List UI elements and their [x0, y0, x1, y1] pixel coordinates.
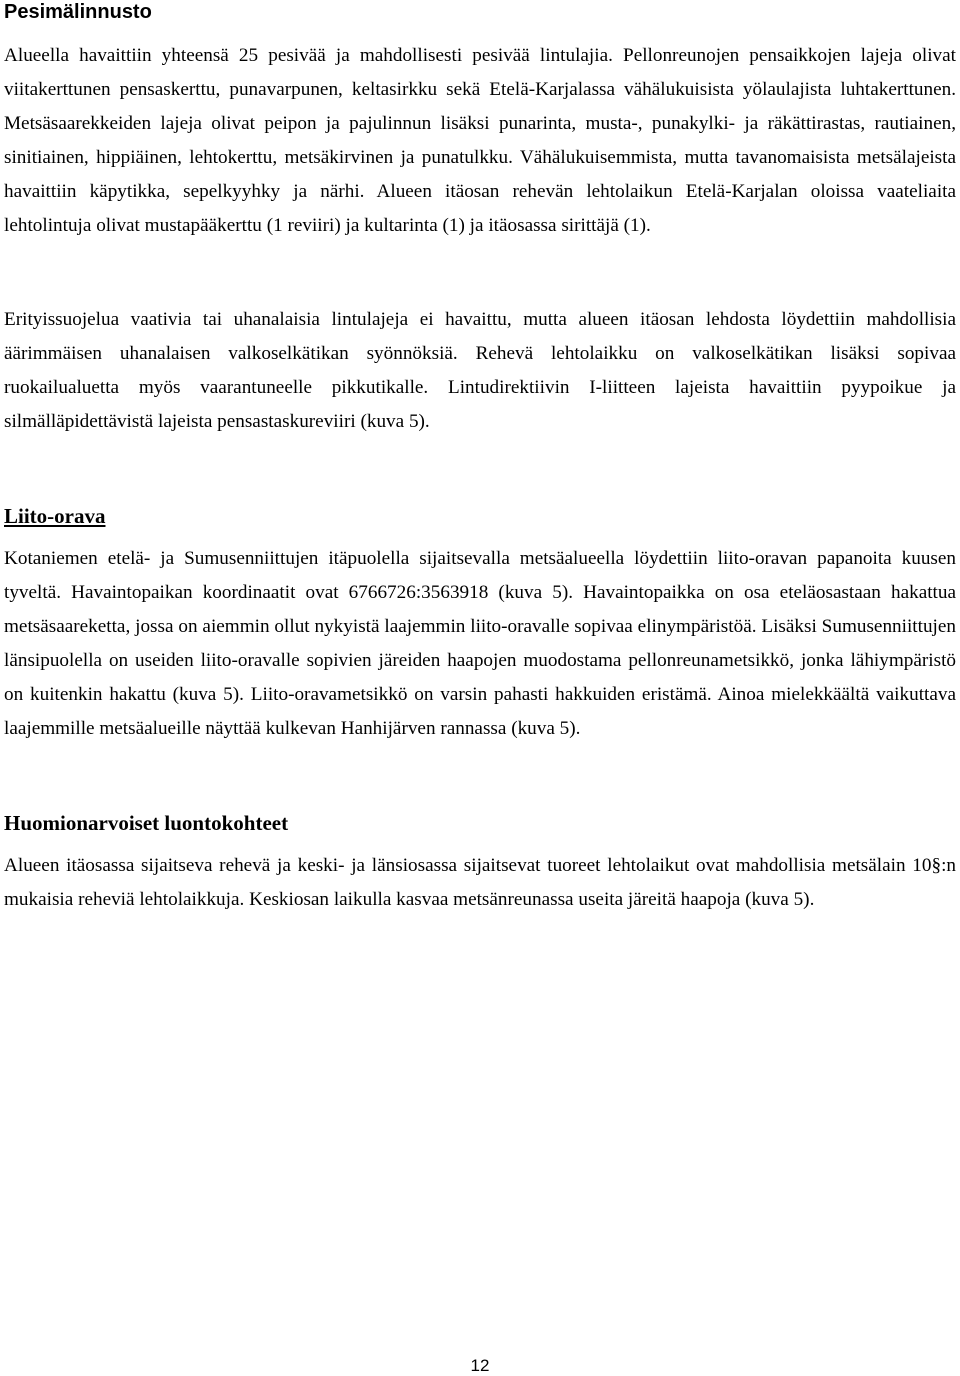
paragraph-liito-orava: Kotaniemen etelä- ja Sumusenniittujen itäpuolella sijaitsevalla metsäalueella löydettiin liito-oravan papanoita kuusen tyveltä. Havaintopaikan koordinaatit ovat 6766726:3563918 (kuva 5). Havaintopaikka on osa eteläosastaan hakattua metsäsaareketta, jossa on aiemmin ollut nykyistä laajemmin liito-oravalle sopivaa elinympäristöä. Lisäksi Sumusenniittujen länsipuolella on useiden liito-oravalle sopivien järeiden haapojen muodostama pellonreunametsikkö, jonka lähiympäristö on kuitenkin hakattu (kuva 5). Liito-oravametsikkö on varsin pahasti hakkuiden eristämä. Ainoa mielekkäältä vaikuttava laajemmille metsäalueille näyttää kulkevan Hanhijärven rannassa (kuva 5). — [4, 548, 956, 739]
paragraph-pesimalinnusto-1: Alueella havaittiin yhteensä 25 pesivää ja mahdollisesti pesivää lintulajia. Pellonreunojen pensaikkojen lajeja olivat viitakerttunen pensaskerttu, punavarpunen, keltasirkku sekä Etelä-Karjalassa vähälukuisista yölaulajista luhtakerttunen. Metsäsaarekkeiden lajeja olivat peipon ja pajulinnun lisäksi punarinta, musta-, punakylki- ja räkättirastas, rautiainen, sinitiainen, hippiäinen, lehtokerttu, metsäkirvinen ja punatulkku. Vähälukuisemmista, mutta tavanomaisista metsälajeista havaittiin käpytikka, sepelkyyhky ja närhi. Alueen itäosan rehevän lehtolaikun Etelä-Karjalan oloissa vaateliaita lehtolintuja olivat mustapääkerttu (1 reviiri) ja kultarinta (1) ja itäosassa sirittäjä (1). — [4, 45, 956, 236]
section-heading-pesimalinnusto: Pesimälinnusto — [4, 1, 152, 23]
paragraph-pesimalinnusto-2: Erityissuojelua vaativia tai uhanalaisia lintulajeja ei havaittu, mutta alueen itäosan lehdosta löydettiin mahdollisia äärimmäisen uhanalaisen valkoselkätikan syönnöksiä. Rehevä lehtolaikku on valkoselkätikan lisäksi sopivaa ruokailualuetta myös vaarantuneelle pikkutikalle. Lintudirektiivin I-liitteen lajeista havaittiin pyypoikue ja silmälläpidettävistä lajeista pensastaskureviiri (kuva 5). — [4, 309, 956, 432]
section-heading-huomionarvoiset: Huomionarvoiset luontokohteet — [4, 811, 289, 835]
section-heading-liito-orava: Liito-orava — [4, 504, 106, 528]
page-number: 12 — [470, 1356, 490, 1375]
paragraph-huomionarvoiset: Alueen itäosassa sijaitseva rehevä ja keski- ja länsiosassa sijaitsevat tuoreet lehtolaikut ovat mahdollisia metsälain 10§:n mukaisia reheviä lehtolaikkuja. Keskiosan laikulla kasvaa metsänreunassa useita järeitä haapoja (kuva 5). — [4, 855, 956, 910]
